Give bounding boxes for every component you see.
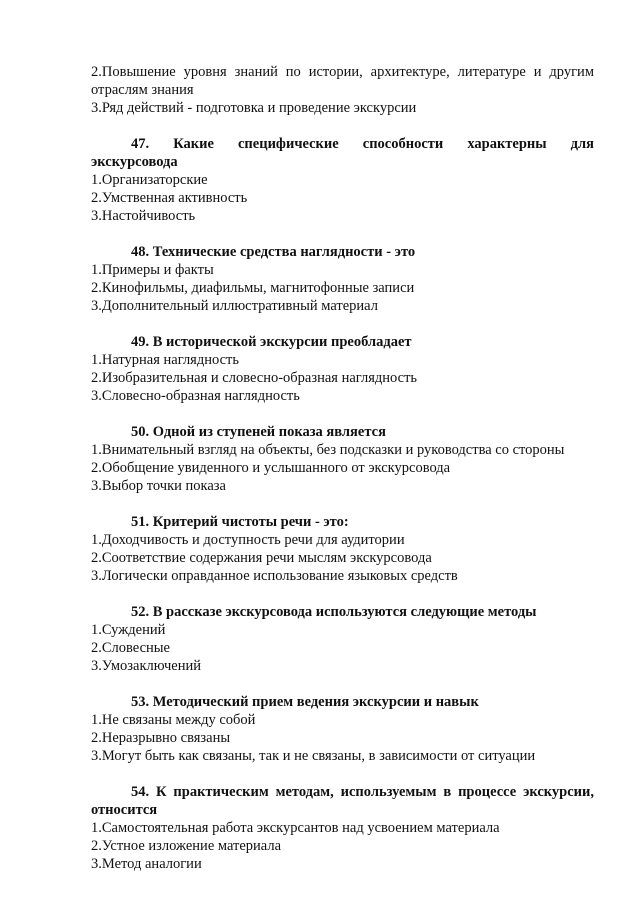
answer-option: 2.Соответствие содержания речи мыслям экскурсовода [91, 550, 432, 566]
question-title: 52. В рассказе экскурсовода используются следующие методы [131, 604, 537, 620]
question-54 [91, 783, 594, 873]
question-48 [91, 243, 594, 315]
answer-option: 3.Словесно-образная наглядность [91, 388, 300, 404]
question-title: 47. Какие специфические способности характерны для [131, 136, 594, 152]
question-title: экскурсовода [91, 154, 178, 170]
answer-option: 1.Доходчивость и доступность речи для аудитории [91, 532, 405, 548]
answer-option: 2.Словесные [91, 640, 170, 656]
answer-option: 3.Настойчивость [91, 208, 196, 224]
question-52 [91, 603, 594, 675]
answer-option: 1.Внимательный взгляд на объекты, без подсказки и руководства со стороны [91, 442, 565, 458]
answer-option: 1.Суждений [91, 622, 166, 638]
answer-option: 2.Неразрывно связаны [91, 730, 231, 746]
question-53 [91, 693, 594, 765]
question-51 [91, 513, 594, 585]
intro-block [91, 63, 594, 117]
answer-option: 3.Умозаключений [91, 658, 202, 674]
answer-option: 2.Кинофильмы, диафильмы, магнитофонные записи [91, 280, 415, 296]
question-47 [91, 135, 594, 225]
intro-line: 2.Повышение уровня знаний по истории, архитектуре, литературе и другим [91, 64, 594, 80]
answer-option: 2.Изобразительная и словесно-образная наглядность [91, 370, 418, 386]
answer-option: 3.Дополнительный иллюстративный материал [91, 298, 378, 314]
answer-option: 3.Логически оправданное использование языковых средств [91, 568, 458, 584]
question-title: относится [91, 802, 158, 818]
answer-option: 2.Умственная активность [91, 190, 248, 206]
answer-option: 1.Самостоятельная работа экскурсантов над усвоением материала [91, 820, 500, 836]
answer-option: 1.Натурная наглядность [91, 352, 239, 368]
question-50 [91, 423, 594, 495]
answer-option: 1.Примеры и факты [91, 262, 214, 278]
question-title: 48. Технические средства наглядности - это [131, 244, 416, 260]
answer-option: 2.Устное изложение материала [91, 838, 282, 854]
question-title: 49. В исторической экскурсии преобладает [131, 334, 412, 350]
question-title: 53. Методический прием ведения экскурсии и навык [131, 694, 479, 710]
answer-option: 3.Выбор точки показа [91, 478, 226, 494]
intro-line: отраслям знания [91, 82, 194, 98]
intro-line: 3.Ряд действий - подготовка и проведение экскурсии [91, 100, 417, 116]
answer-option: 2.Обобщение увиденного и услышанного от экскурсовода [91, 460, 451, 476]
answer-option: 3.Могут быть как связаны, так и не связаны, в зависимости от ситуации [91, 748, 536, 764]
answer-option: 1.Организаторские [91, 172, 208, 188]
question-title: 50. Одной из ступеней показа является [131, 424, 386, 440]
question-title: 51. Критерий чистоты речи - это: [131, 514, 349, 530]
question-49 [91, 333, 594, 405]
question-title: 54. К практическим методам, используемым в процессе экскурсии, [131, 784, 594, 800]
answer-option: 3.Метод аналогии [91, 856, 202, 872]
answer-option: 1.Не связаны между собой [91, 712, 256, 728]
